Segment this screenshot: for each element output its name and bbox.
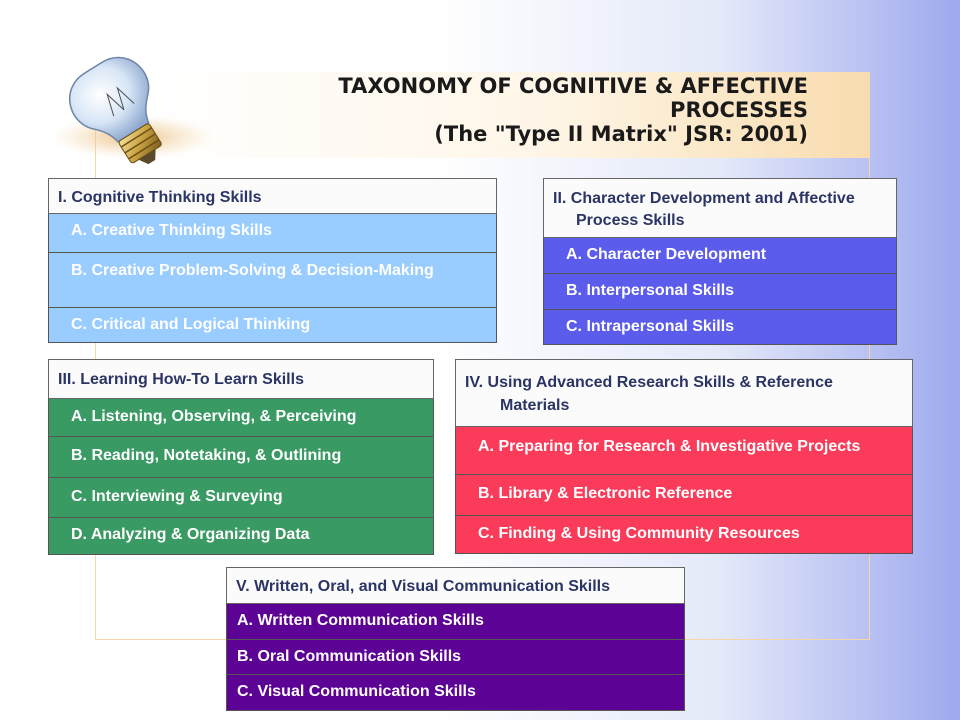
list-item: D. Analyzing & Organizing Data (48, 518, 434, 555)
title-line-2: PROCESSES (670, 98, 808, 122)
cognitive-skills-box (48, 178, 497, 343)
research-skills-box (455, 359, 913, 554)
section-heading: I. Cognitive Thinking Skills (48, 178, 497, 214)
list-item: C. Visual Communication Skills (226, 675, 685, 711)
list-item: B. Interpersonal Skills (543, 274, 897, 310)
list-item: C. Intrapersonal Skills (543, 310, 897, 345)
lightbulb-icon (38, 45, 218, 165)
list-item: C. Interviewing & Surveying (48, 478, 434, 518)
list-item: B. Reading, Notetaking, & Outlining (48, 437, 434, 478)
character-development-box (543, 178, 897, 345)
list-item: A. Character Development (543, 238, 897, 274)
list-item: C. Finding & Using Community Resources (455, 516, 913, 554)
page-title (338, 74, 808, 146)
list-item: B. Library & Electronic Reference (455, 475, 913, 516)
list-item: A. Creative Thinking Skills (48, 214, 497, 253)
list-item: A. Listening, Observing, & Perceiving (48, 399, 434, 437)
section-heading: V. Written, Oral, and Visual Communication Skills (226, 567, 685, 604)
learning-skills-box (48, 359, 434, 555)
communication-skills-box (226, 567, 685, 711)
list-item: B. Oral Communication Skills (226, 640, 685, 675)
section-heading: IV. Using Advanced Research Skills & Reference Materials (455, 359, 913, 427)
title-line-3: (The "Type II Matrix" JSR: 2001) (434, 122, 808, 146)
list-item: A. Preparing for Research & Investigative Projects (455, 427, 913, 475)
section-heading: II. Character Development and Affective Process Skills (543, 178, 897, 238)
title-line-1: TAXONOMY OF COGNITIVE & AFFECTIVE (338, 74, 808, 98)
list-item: A. Written Communication Skills (226, 604, 685, 640)
list-item: C. Critical and Logical Thinking (48, 308, 497, 343)
section-heading: III. Learning How-To Learn Skills (48, 359, 434, 399)
list-item: B. Creative Problem-Solving & Decision-Making (48, 253, 497, 308)
